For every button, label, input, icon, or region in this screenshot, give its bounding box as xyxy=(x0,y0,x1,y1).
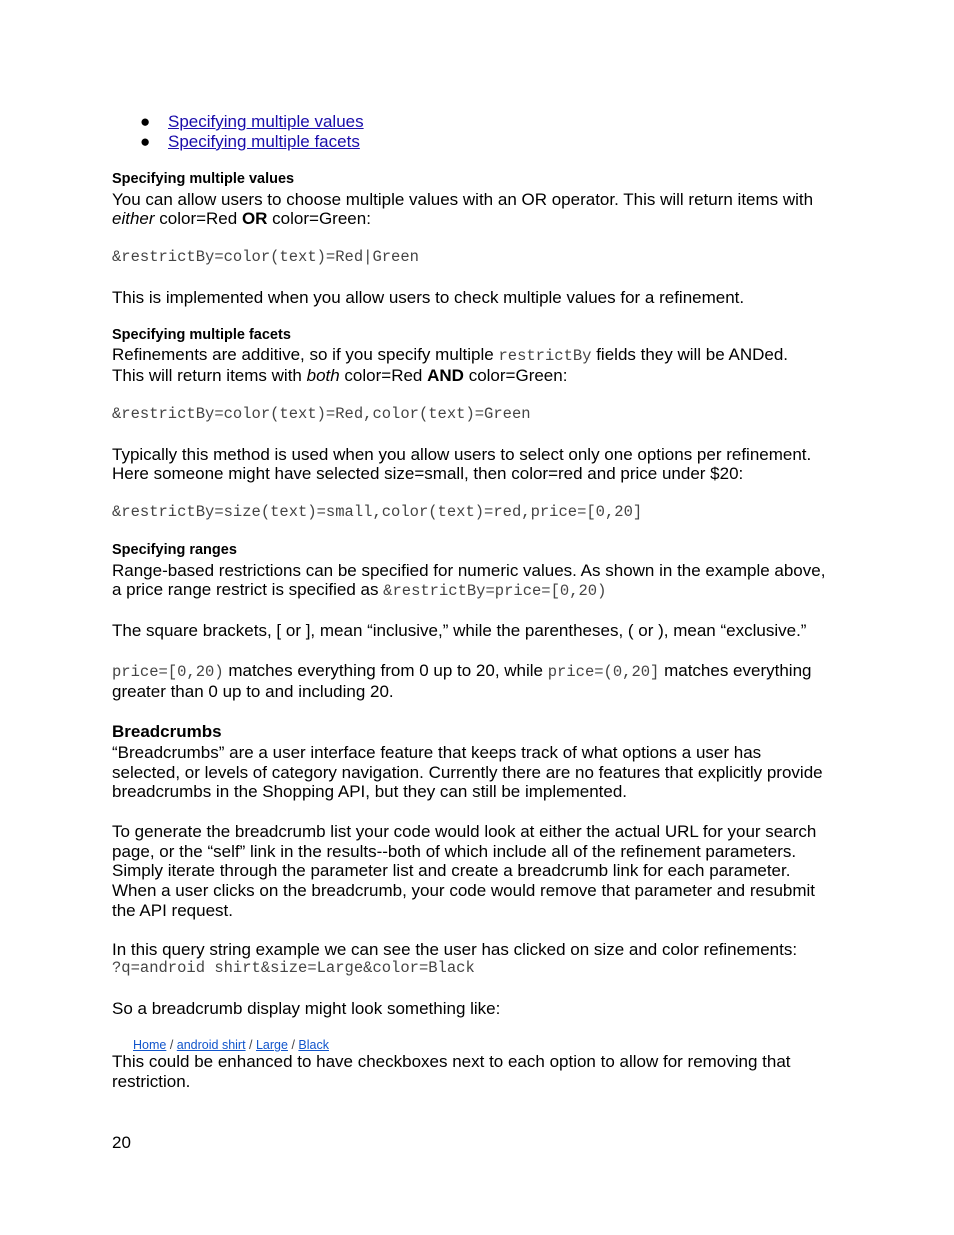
code-example: &restrictBy=size(text)=small,color(text)=red,price=[0,20] xyxy=(112,503,643,521)
text-span: color=Green: xyxy=(463,366,568,385)
text-span: color=Green: xyxy=(267,209,371,228)
text-span: fields they will be ANDed. xyxy=(591,345,789,364)
section-heading: Specifying multiple values xyxy=(112,171,295,187)
breadcrumb-large[interactable]: Large xyxy=(255,1038,288,1052)
paragraph-line: restriction. xyxy=(112,1072,191,1091)
paragraph-line: This could be enhanced to have checkboxes next to each option to allow for removing that xyxy=(112,1052,791,1071)
paragraph: The square brackets, [ or ], mean “inclusive,” while the parentheses, ( or ), mean “exclusive.” xyxy=(112,621,807,640)
paragraph-line: the API request. xyxy=(112,901,233,920)
paragraph-line: Simply iterate through the parameter list and create a breadcrumb link for each parameter. xyxy=(112,861,791,880)
section-heading: Specifying ranges xyxy=(112,542,237,558)
breadcrumb xyxy=(133,1038,329,1052)
paragraph-line xyxy=(112,580,606,602)
breadcrumb-separator: / xyxy=(287,1038,299,1052)
breadcrumb-black[interactable]: Black xyxy=(298,1038,329,1052)
code-example: ?q=android shirt&size=Large&color=Black xyxy=(112,959,475,977)
paragraph-line xyxy=(112,661,812,683)
paragraph-line: “Breadcrumbs” are a user interface feature that keeps track of what options a user has xyxy=(112,743,762,762)
paragraph-line: breadcrumbs in the Shopping API, but they can still be implemented. xyxy=(112,782,628,801)
breadcrumb-separator: / xyxy=(245,1038,256,1052)
inline-code: price=(0,20] xyxy=(547,663,660,681)
paragraph-line xyxy=(112,209,371,229)
text-span: color=Red xyxy=(339,366,428,385)
paragraph-line: In this query string example we can see the user has clicked on size and color refinements: xyxy=(112,940,798,959)
paragraph: This is implemented when you allow users to check multiple values for a refinement. xyxy=(112,288,745,307)
breadcrumb-home[interactable]: Home xyxy=(133,1038,167,1052)
paragraph: So a breadcrumb display might look something like: xyxy=(112,999,501,1018)
paragraph-line: page, or the “self” link in the results--both of which include all of the refinement parameters. xyxy=(112,842,797,861)
toc-link-multiple-values[interactable]: Specifying multiple values xyxy=(168,112,364,131)
breadcrumb-android-shirt[interactable]: android shirt xyxy=(176,1038,246,1052)
emphasis-text: both xyxy=(306,366,340,385)
paragraph-line: Here someone might have selected size=small, then color=red and price under $20: xyxy=(112,464,744,483)
paragraph-line: Typically this method is used when you allow users to select only one options per refinement. xyxy=(112,445,812,464)
inline-code: price=[0,20) xyxy=(112,663,224,681)
toc-link-multiple-facets[interactable]: Specifying multiple facets xyxy=(168,131,360,151)
code-example: &restrictBy=color(text)=Red|Green xyxy=(112,248,419,266)
inline-code: restrictBy xyxy=(498,347,592,365)
strong-text: AND xyxy=(427,366,464,385)
text-span: color=Red xyxy=(154,209,242,228)
inline-code: &restrictBy=price=[0,20) xyxy=(383,582,607,600)
text-span: a price range restrict is specified as xyxy=(112,580,384,599)
text-span: matches everything xyxy=(659,661,812,680)
bullet-icon: ● xyxy=(140,112,151,131)
paragraph-line: selected, or levels of category navigation. Currently there are no features that explicitly provide xyxy=(112,763,823,782)
paragraph-line: greater than 0 up to and including 20. xyxy=(112,682,394,701)
code-example: &restrictBy=color(text)=Red,color(text)=Green xyxy=(112,405,531,423)
section-heading: Breadcrumbs xyxy=(112,722,222,741)
paragraph-line: When a user clicks on the breadcrumb, your code would remove that parameter and resubmit xyxy=(112,881,816,900)
paragraph-line xyxy=(112,366,567,386)
breadcrumb-separator: / xyxy=(166,1038,177,1052)
paragraph-line xyxy=(112,345,788,367)
emphasis-text: either xyxy=(112,209,155,228)
page-number: 20 xyxy=(112,1133,131,1152)
text-span: This will return items with xyxy=(112,366,307,385)
text-span: Refinements are additive, so if you specify multiple xyxy=(112,345,499,364)
strong-text: OR xyxy=(241,209,268,228)
bullet-icon: ● xyxy=(140,131,151,151)
text-span: matches everything from 0 up to 20, while xyxy=(223,661,548,680)
paragraph-line: Range-based restrictions can be specified for numeric values. As shown in the example above, xyxy=(112,561,826,580)
paragraph-line: You can allow users to choose multiple values with an OR operator. This will return items with xyxy=(112,190,814,209)
section-heading: Specifying multiple facets xyxy=(112,327,291,343)
paragraph-line: To generate the breadcrumb list your code would look at either the actual URL for your search xyxy=(112,822,817,841)
